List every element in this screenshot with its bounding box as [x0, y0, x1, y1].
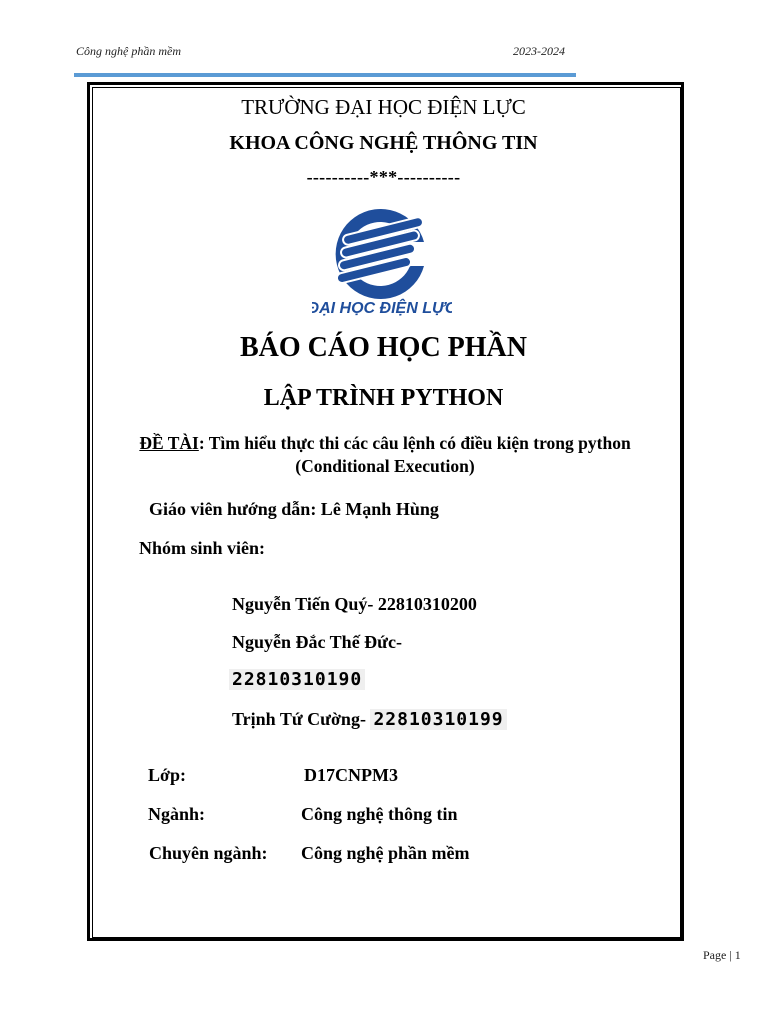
logo-text: ĐẠI HỌC ĐIỆN LỰC	[312, 300, 452, 317]
course-title: LẬP TRÌNH PYTHON	[263, 385, 504, 411]
student-2-id	[229, 669, 365, 690]
student-3-name: Trịnh Tứ Cường-	[232, 709, 371, 729]
header-rule	[74, 73, 576, 77]
major-label: Ngành:	[148, 804, 206, 824]
separator: ----------***----------	[306, 167, 461, 187]
page-number: Page | 1	[703, 948, 741, 962]
student-1: Nguyễn Tiến Quý- 22810310200	[232, 594, 477, 614]
class-label: Lớp:	[148, 765, 186, 785]
faculty-name: KHOA CÔNG NGHỆ THÔNG TIN	[229, 132, 538, 154]
topic-text: : Tìm hiểu thực thi các câu lệnh có điều kiện trong python (Conditional Execution)	[198, 433, 631, 476]
logo-emblem-icon	[312, 198, 452, 320]
group-label: Nhóm sinh viên:	[139, 538, 266, 558]
header-course-name: Công nghệ phần mềm	[76, 44, 181, 58]
header-year: 2023-2024	[513, 44, 565, 58]
university-logo	[312, 198, 452, 320]
specialization-label: Chuyên ngành:	[149, 843, 268, 863]
major-value: Công nghệ thông tin	[301, 804, 458, 824]
university-name: TRƯỜNG ĐẠI HỌC ĐIỆN LỰC	[241, 95, 526, 119]
class-value: D17CNPM3	[304, 765, 398, 785]
student-3-id: 22810310199	[370, 709, 506, 730]
student-3	[232, 709, 507, 730]
topic-label: ĐỀ TÀI	[139, 433, 199, 453]
instructor: Giáo viên hướng dẫn: Lê Mạnh Hùng	[149, 499, 439, 519]
student-2-id-value: 22810310190	[229, 669, 365, 690]
specialization-value: Công nghệ phần mềm	[301, 843, 470, 863]
report-title: BÁO CÁO HỌC PHẦN	[240, 332, 527, 363]
student-2: Nguyễn Đắc Thế Đức-	[232, 632, 402, 652]
report-topic	[100, 432, 670, 478]
